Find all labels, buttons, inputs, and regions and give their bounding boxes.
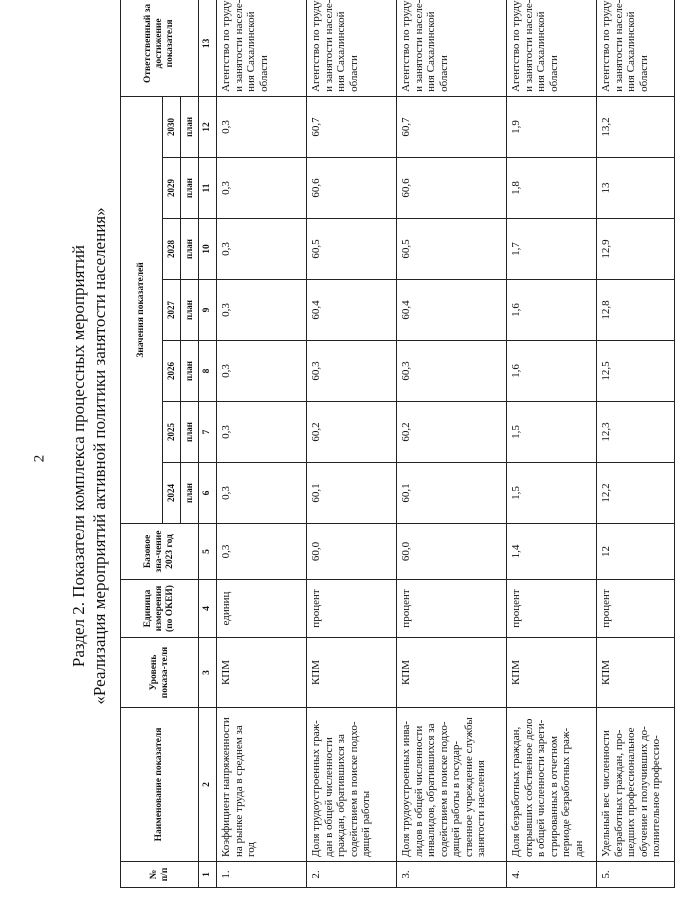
row-num: 4. <box>507 862 597 888</box>
plan-value: 60,6 <box>397 158 507 219</box>
year-header: 2029 <box>163 158 181 219</box>
plan-label: план <box>181 96 199 157</box>
column-index: 9 <box>199 280 217 341</box>
plan-value: 12,2 <box>597 463 675 524</box>
plan-value: 60,4 <box>307 280 397 341</box>
row-num: 2. <box>307 862 397 888</box>
header-num: № п/п <box>121 862 199 888</box>
indicator-unit: процент <box>307 580 397 638</box>
header-name: Наименование показателя <box>121 708 199 862</box>
plan-label: план <box>181 402 199 463</box>
row-num: 3. <box>397 862 507 888</box>
plan-value: 60,6 <box>307 158 397 219</box>
year-header: 2028 <box>163 219 181 280</box>
column-index: 13 <box>199 0 217 96</box>
section-title <box>68 12 110 900</box>
header-base: Базовое зна-чение 2023 год <box>121 524 199 580</box>
plan-value: 0,3 <box>217 219 307 280</box>
plan-value: 1,8 <box>507 158 597 219</box>
responsible-agency: Агентство по труду и занятости населе-ния Сахалинской области <box>507 0 597 96</box>
plan-value: 1,7 <box>507 219 597 280</box>
table-row <box>597 0 675 888</box>
indicator-name: Удельный вес численности безработных граждан, про-шедших профессиональное обучение и получивших до-полнительное профессио- <box>597 708 675 862</box>
plan-value: 12,5 <box>597 341 675 402</box>
plan-value: 12,3 <box>597 402 675 463</box>
plan-value: 60,1 <box>397 463 507 524</box>
plan-value: 0,3 <box>217 341 307 402</box>
column-index: 5 <box>199 524 217 580</box>
indicator-name: Доля трудоустроенных инва-лидов в общей численности инвалидов, обратившихся за содействием в поиске подхо-дящей работы в государ-ственное учреждение службы занятости населения <box>397 708 507 862</box>
indicator-unit: процент <box>397 580 507 638</box>
plan-label: план <box>181 280 199 341</box>
plan-value: 60,7 <box>307 96 397 157</box>
row-num: 5. <box>597 862 675 888</box>
plan-value: 1,5 <box>507 463 597 524</box>
plan-value: 60,4 <box>397 280 507 341</box>
row-num: 1. <box>217 862 307 888</box>
plan-value: 60,1 <box>307 463 397 524</box>
plan-value: 0,3 <box>217 158 307 219</box>
year-header: 2024 <box>163 463 181 524</box>
column-index: 6 <box>199 463 217 524</box>
plan-label: план <box>181 158 199 219</box>
indicator-unit: процент <box>597 580 675 638</box>
plan-value: 1,6 <box>507 280 597 341</box>
plan-value: 0,3 <box>217 280 307 341</box>
column-index: 10 <box>199 219 217 280</box>
plan-value: 60,2 <box>397 402 507 463</box>
column-index: 2 <box>199 708 217 862</box>
year-header: 2026 <box>163 341 181 402</box>
column-index: 7 <box>199 402 217 463</box>
plan-value: 0,3 <box>217 402 307 463</box>
plan-value: 60,7 <box>397 96 507 157</box>
plan-value: 60,3 <box>397 341 507 402</box>
title-line-1: Раздел 2. Показатели комплекса процессных мероприятий <box>69 244 88 668</box>
column-index: 11 <box>199 158 217 219</box>
plan-value: 1,6 <box>507 341 597 402</box>
plan-value: 60,5 <box>397 219 507 280</box>
base-value: 12 <box>597 524 675 580</box>
title-line-2: «Реализация мероприятий активной политики занятости населения» <box>90 207 109 705</box>
column-index: 12 <box>199 96 217 157</box>
header-values: Значения показателей <box>121 96 163 523</box>
page-number: 2 <box>31 454 48 463</box>
responsible-agency: Агентство по труду и занятости населе-ния Сахалинской области <box>307 0 397 96</box>
plan-label: план <box>181 463 199 524</box>
table-row <box>507 0 597 888</box>
base-value: 60,0 <box>307 524 397 580</box>
plan-value: 1,5 <box>507 402 597 463</box>
plan-value: 60,5 <box>307 219 397 280</box>
indicator-level: КПМ <box>217 638 307 708</box>
indicator-unit: единиц <box>217 580 307 638</box>
plan-value: 13,2 <box>597 96 675 157</box>
table-row <box>307 0 397 888</box>
column-index: 3 <box>199 638 217 708</box>
header-level: Уровень показа-теля <box>121 638 199 708</box>
year-header: 2025 <box>163 402 181 463</box>
indicator-name: Коэффициент напряженности на рынке труда в среднем за год <box>217 708 307 862</box>
plan-value: 13 <box>597 158 675 219</box>
plan-value: 60,2 <box>307 402 397 463</box>
plan-value: 0,3 <box>217 96 307 157</box>
column-index: 4 <box>199 580 217 638</box>
column-index-row <box>199 0 217 888</box>
column-index: 8 <box>199 341 217 402</box>
header-unit: Единица измерения (по ОКЕИ) <box>121 580 199 638</box>
indicator-level: КПМ <box>397 638 507 708</box>
table-row <box>217 0 307 888</box>
plan-value: 60,3 <box>307 341 397 402</box>
responsible-agency: Агентство по труду и занятости населе-ния Сахалинской области <box>597 0 675 96</box>
indicator-level: КПМ <box>507 638 597 708</box>
header-responsible: Ответственный за достижение показателя <box>121 0 199 96</box>
table-row <box>397 0 507 888</box>
base-value: 0,3 <box>217 524 307 580</box>
indicators-table <box>120 0 675 888</box>
indicator-name: Доля безработных граждан, открывших собственное дело в общей численности зареги-стрированных в отчетном периоде безработных граж-дан <box>507 708 597 862</box>
indicator-name: Доля трудоустроенных граж-дан в общей численности граждан, обратившихся за содействием в поиске подхо-дящей работы <box>307 708 397 862</box>
base-value: 60,0 <box>397 524 507 580</box>
responsible-agency: Агентство по труду и занятости населе-ния Сахалинской области <box>397 0 507 96</box>
plan-label: план <box>181 219 199 280</box>
plan-value: 12,9 <box>597 219 675 280</box>
indicator-level: КПМ <box>597 638 675 708</box>
plan-value: 12,8 <box>597 280 675 341</box>
indicator-level: КПМ <box>307 638 397 708</box>
plan-value: 0,3 <box>217 463 307 524</box>
responsible-agency: Агентство по труду и занятости населе-ния Сахалинской области <box>217 0 307 96</box>
indicator-unit: процент <box>507 580 597 638</box>
year-header: 2030 <box>163 96 181 157</box>
base-value: 1,4 <box>507 524 597 580</box>
year-header: 2027 <box>163 280 181 341</box>
plan-value: 1,9 <box>507 96 597 157</box>
plan-label: план <box>181 341 199 402</box>
column-index: 1 <box>199 862 217 888</box>
